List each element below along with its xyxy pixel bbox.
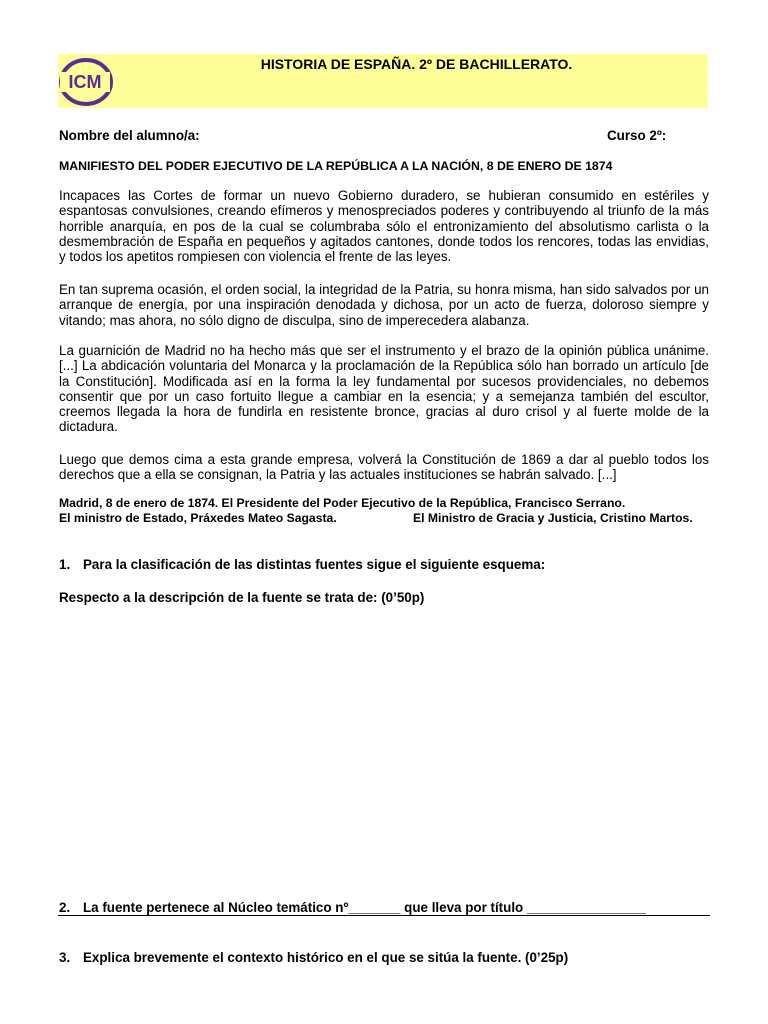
document-title: MANIFIESTO DEL PODER EJECUTIVO DE LA REPÚBLICA A LA NACIÓN, 8 DE ENERO DE 1874 <box>59 159 613 173</box>
signature-line-1: Madrid, 8 de enero de 1874. El Presidente del Poder Ejecutivo de la República, Francisco Serrano. <box>59 496 626 510</box>
question-3-number: 3. <box>59 950 71 965</box>
question-1-number: 1. <box>59 557 71 572</box>
paragraph-2: En tan suprema ocasión, el orden social, la integridad de la Patria, su honra misma, han sido salvados por un arranque de energía, por una inspiración denodada y dichosa, por un acto de fuerza, doloroso siempre y vitando; mas ahora, no sólo digno de disculpa, sino de imperecedera alabanza. <box>59 282 709 328</box>
logo-text: ICM <box>68 72 102 92</box>
course-label: Curso 2º: <box>607 128 667 143</box>
question-1 <box>59 557 709 572</box>
question-2-text: La fuente pertenece al Núcleo temático nº_______ que lleva por título ________________ <box>83 900 647 915</box>
signature-right: El Ministro de Gracia y Justicia, Cristino Martos. <box>413 511 693 525</box>
question-2-rule <box>58 915 710 916</box>
paragraph-4: Luego que demos cima a esta grande empresa, volverá la Constitución de 1869 a dar al pueblo todos los derechos que a ella se consignan, la Patria y las actuales instituciones se habrán salvado. [...] <box>59 452 709 483</box>
question-1-sub: Respecto a la descripción de la fuente se trata de: (0’50p) <box>59 590 425 605</box>
student-name-label: Nombre del alumno/a: <box>59 128 200 143</box>
question-3 <box>59 950 709 965</box>
question-2 <box>59 900 709 915</box>
paragraph-3: La guarnición de Madrid no ha hecho más que ser el instrumento y el brazo de la opinión pública unánime. [...] La abdicación voluntaria del Monarca y la proclamación de la República sólo han borrado un artículo [de la Constitución]. Modificada así en la forma la ley fundamental por sucesos providenciales, no debemos consentir que por un caso fortuito llegue a cambiar en la esencia; y a semejanza también del escultor, creemos llegada la hora de fundirla en resistente bronce, gracias al duro crisol y al fuerte molde de la dictadura. <box>59 343 709 435</box>
logo-graphic <box>58 57 114 107</box>
icm-logo <box>58 57 114 107</box>
question-1-text: Para la clasificación de las distintas fuentes sigue el siguiente esquema: <box>83 557 546 572</box>
student-row <box>59 128 709 143</box>
paragraph-1: Incapaces las Cortes de formar un nuevo Gobierno duradero, se hubieran consumido en estériles y espantosas convulsiones, creando efímeros y menospreciados poderes y contribuyendo al triunfo de la más horrible anarquía, en pos de la cual se columbraba sólo el entronizamiento del absolutismo carlista o la desmembración de España en pequeños y agitados cantones, donde todos los rencores, todas las envidias, y todos los apetitos rompiesen con violencia el frente de las leyes. <box>59 188 709 265</box>
question-3-text: Explica brevemente el contexto histórico en el que se sitúa la fuente. (0’25p) <box>83 950 569 965</box>
page-title: HISTORIA DE ESPAÑA. 2º DE BACHILLERATO. <box>260 56 573 72</box>
signature-left: El ministro de Estado, Práxedes Mateo Sagasta. <box>59 511 337 525</box>
question-2-number: 2. <box>59 900 71 915</box>
signature-line-2 <box>59 511 709 525</box>
